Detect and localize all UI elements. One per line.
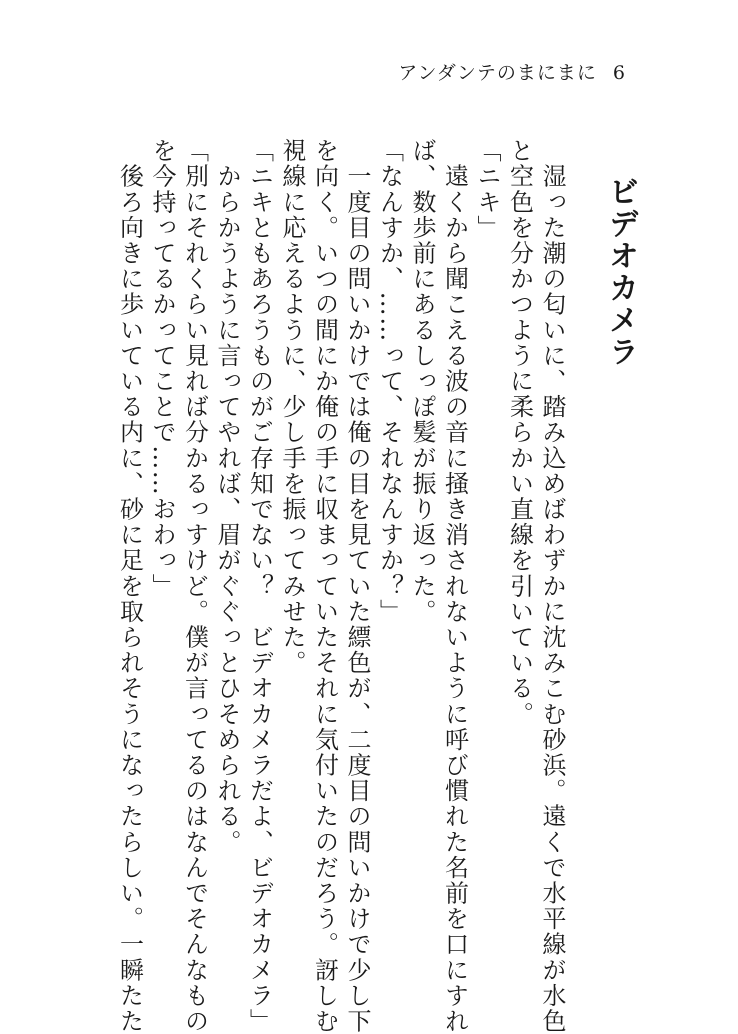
- text-line: 「ニキともあろうものがご存知でない？ ビデオカメラだよ、ビデオカメラ」: [245, 138, 274, 1034]
- text-line: 湿った潮の匂いに、踏み込めばわずかに沈みこむ砂浜。遠くで水平線が水色: [538, 138, 566, 1034]
- text-line: 後ろ向きに歩いている内に、砂に足を取られそうになったらしい。一瞬たた: [115, 138, 144, 1034]
- text-line: と空色を分かつように柔らかい直線を引いている。: [505, 138, 534, 727]
- chapter-title: ビデオカメラ: [603, 176, 638, 368]
- text-line: 「ニキ」: [473, 138, 501, 241]
- text-line: 一度目の問いかけでは俺の目を見ていた縹色が、二度目の問いかけで少し下: [343, 138, 371, 1034]
- body-text: [115, 138, 568, 1034]
- text-line: を向く。いつの間にか俺の手に収まっていたそれに気付いたのだろう。訝しむ: [310, 138, 339, 1034]
- text-line: 遠くから聞こえる波の音に掻き消されないように呼び慣れた名前を口にすれ: [440, 138, 469, 1034]
- text-line: ば、数歩前にあるしっぽ髪が振り返った。: [408, 138, 436, 625]
- text-line: を今持ってるかってことで……おわっ」: [148, 138, 176, 599]
- text-line: からかうように言ってやれば、眉がぐぐっとひそめられる。: [213, 138, 241, 855]
- running-header: [398, 58, 626, 85]
- page-number: 6: [612, 62, 626, 84]
- text-line: 「別にそれくらい見れば分かるっすけど。僕が言ってるのはなんでそんなもの: [180, 138, 209, 1034]
- text-line: 視線に応えるように、少し手を振ってみせた。: [278, 138, 306, 676]
- book-title: アンダンテのまにまに: [398, 62, 597, 84]
- text-line: 「なんすか、……って、それなんすか？」: [375, 138, 404, 625]
